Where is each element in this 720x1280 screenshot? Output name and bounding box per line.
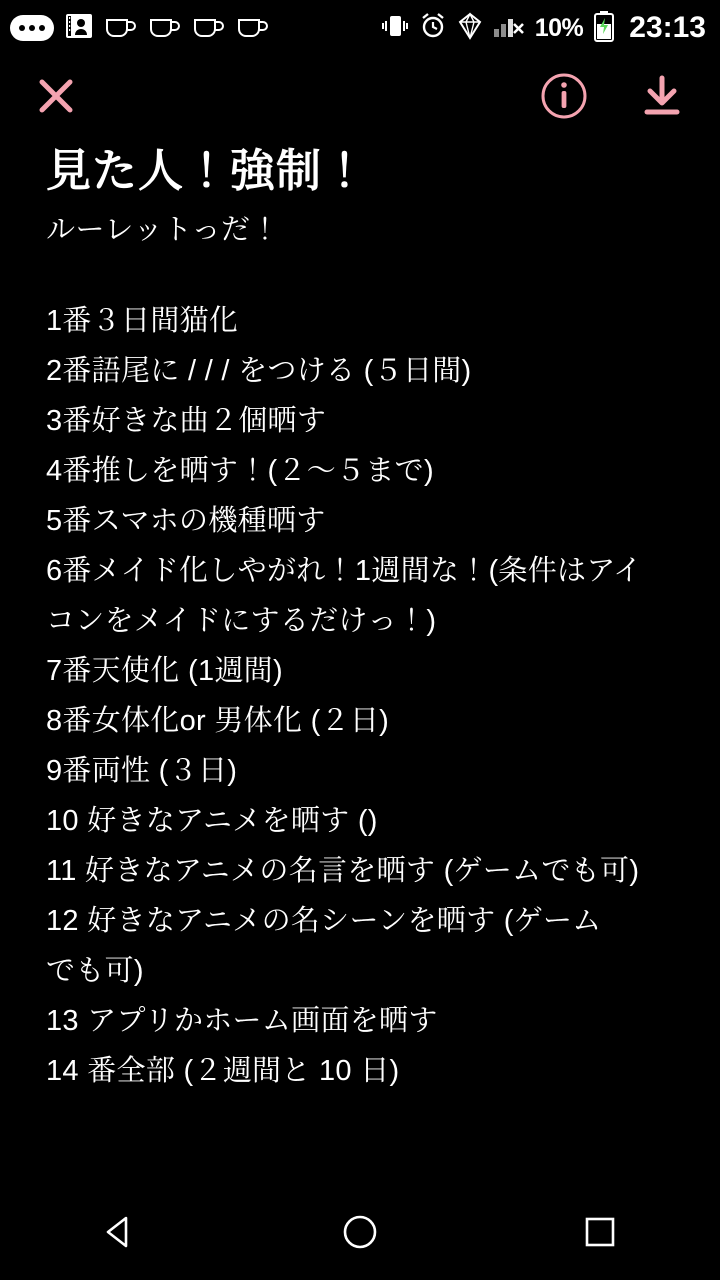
home-button[interactable]: [312, 1184, 408, 1280]
note-line: 4番推しを晒す！(２〜５まで): [46, 455, 434, 488]
diamond-app-icon: [457, 12, 483, 45]
vibrate-icon: [381, 12, 409, 45]
recents-square-icon: [580, 1212, 620, 1252]
battery-percent-label: 10%: [534, 13, 584, 42]
note-subtitle: ルーレットっだ！: [46, 214, 280, 247]
note-line: 1番３日間猫化: [46, 305, 239, 338]
contacts-card-icon: [64, 11, 94, 46]
recents-button[interactable]: [552, 1184, 648, 1280]
note-line: 8番女体化or 男体化 (２日): [46, 705, 390, 738]
info-button[interactable]: [538, 70, 590, 122]
note-content: [0, 136, 720, 1096]
messages-dots-icon: [10, 15, 54, 41]
status-bar-clock: 23:13: [629, 11, 706, 44]
download-icon: [637, 71, 687, 121]
close-icon: [34, 74, 78, 118]
note-body: [46, 296, 676, 1096]
note-line: 5番スマホの機種晒す: [46, 505, 326, 538]
note-line: 9番両性 (３日): [46, 755, 238, 788]
status-bar: [0, 0, 720, 56]
note-line: 3番好きな曲２個晒す: [46, 405, 327, 438]
coffee-cup-icon-4: [236, 13, 270, 44]
page-title: 見た人！強制！: [46, 145, 369, 196]
coffee-cup-icon-1: [104, 13, 138, 44]
note-line: でも可): [46, 955, 144, 988]
back-button[interactable]: [72, 1184, 168, 1280]
alarm-clock-icon: [419, 12, 447, 45]
info-icon: [539, 71, 589, 121]
status-bar-system-icons: [381, 10, 706, 47]
home-circle-icon: [340, 1212, 380, 1252]
coffee-cup-icon-2: [148, 13, 182, 44]
download-button[interactable]: [636, 70, 688, 122]
back-triangle-icon: [100, 1212, 140, 1252]
battery-charging-icon: [593, 10, 615, 47]
note-line: 14 番全部 (２週間と 10 日): [46, 1055, 400, 1088]
note-line: 7番天使化 (1週間): [46, 655, 283, 688]
android-navigation-bar: [0, 1184, 720, 1280]
note-line: 11 好きなアニメの名言を晒す (ゲームでも可): [46, 855, 640, 888]
note-line: 2番語尾に / / / をつける (５日間): [46, 355, 472, 388]
coffee-cup-icon-3: [192, 13, 226, 44]
top-action-bar: [0, 56, 720, 136]
note-line: 6番メイド化しやがれ！1週間な！(条件はアイ: [46, 555, 643, 588]
note-line: コンをメイドにするだけっ！): [46, 605, 437, 638]
note-line: 13 アプリかホーム画面を晒す: [46, 1005, 438, 1038]
status-bar-notification-icons: [10, 11, 270, 46]
close-button[interactable]: [32, 72, 80, 120]
note-line: 12 好きなアニメの名シーンを晒す (ゲーム: [46, 905, 602, 938]
note-line: 10 好きなアニメを晒す (): [46, 805, 378, 838]
action-bar-buttons: [538, 70, 688, 122]
content-spacer: [46, 250, 676, 296]
signal-no-service-icon: [493, 12, 525, 45]
